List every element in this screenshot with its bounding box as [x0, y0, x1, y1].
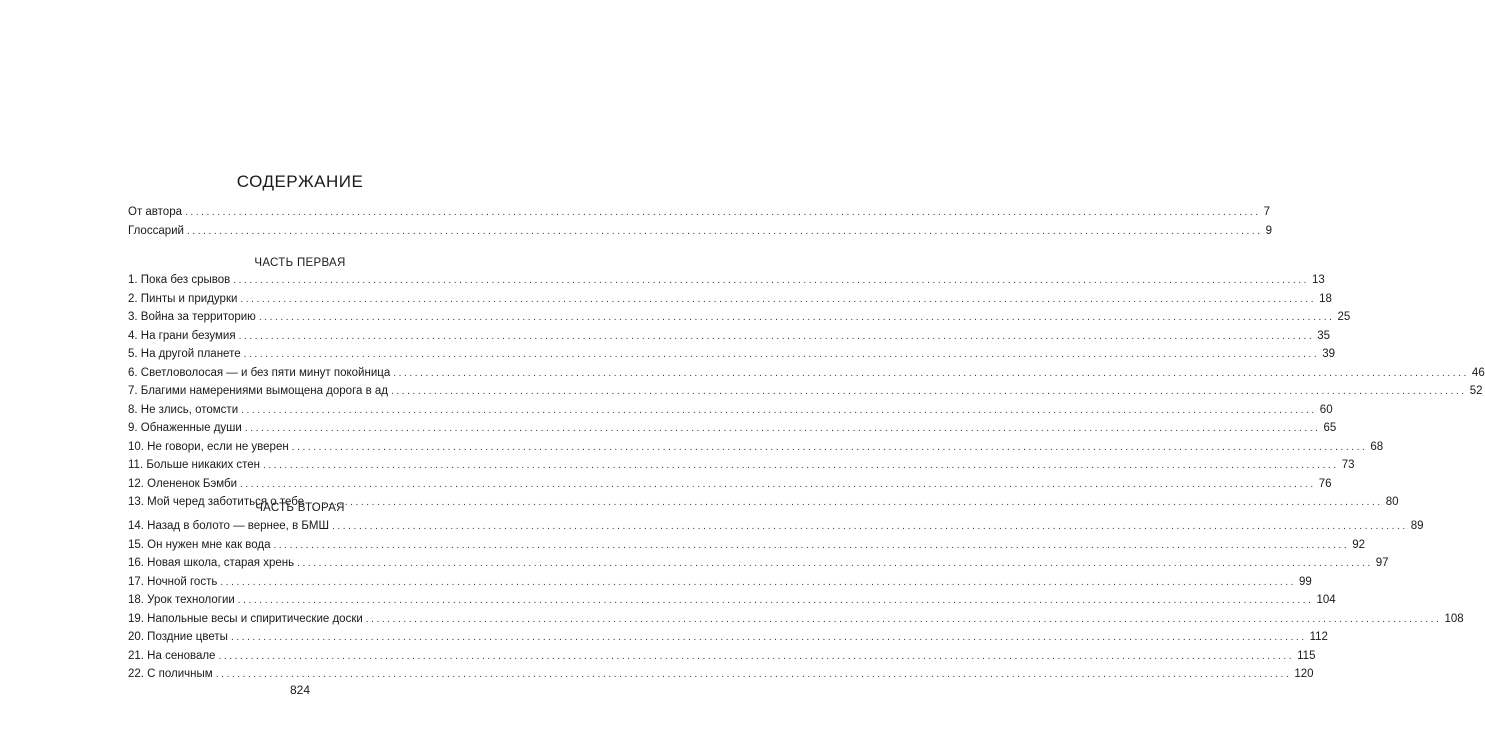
toc-entry: [128, 557, 1389, 576]
toc-entry-page: 65: [1323, 422, 1337, 434]
dot-leader: ........................................................................................................................................................................................................: [365, 613, 1442, 625]
toc-entry-title: 10. Не говори, если не уверен: [128, 440, 289, 453]
toc-entry-page: 35: [1317, 329, 1331, 342]
toc-entry-title: 9. Обнаженные души: [128, 422, 242, 434]
dot-leader: ........................................................................................................................................................................................................: [244, 423, 1321, 434]
toc-entry-title: 22. С поличным: [128, 668, 213, 680]
part-one-title: ЧАСТЬ ПЕРВАЯ: [254, 257, 346, 269]
toc-entry: [128, 594, 1336, 613]
dot-leader: ........................................................................................................................................................................................................: [391, 386, 1467, 397]
toc-entry: [128, 385, 1483, 404]
toc-entry-title: От автора: [128, 206, 182, 218]
toc-entry-title: 19. Напольные весы и спиритические доски: [128, 612, 363, 625]
toc-entry-title: 1. Пока без срывов: [128, 274, 231, 286]
toc-entry: [128, 348, 1336, 367]
toc-entry-page: 7: [1263, 206, 1271, 218]
toc-entry-page: 97: [1375, 557, 1389, 569]
toc-entry-page: 76: [1318, 477, 1332, 490]
toc-entry-title: 5. На другой планете: [128, 348, 241, 360]
toc-entry-title: 2. Пинты и придурки: [128, 292, 238, 305]
toc-entry-page: 68: [1370, 440, 1384, 453]
dot-leader: ........................................................................................................................................................................................................: [220, 576, 1297, 588]
toc-entry-title: 18. Урок технологии: [128, 594, 235, 606]
toc-entry-page: 13: [1311, 274, 1325, 286]
toc-entry-page: 25: [1337, 311, 1351, 323]
toc-entry: [128, 649, 1316, 669]
toc-entry: [128, 422, 1337, 441]
toc-entry-page: 92: [1352, 538, 1365, 551]
toc-front-matter: [128, 206, 1273, 243]
toc-entry-title: 8. Не злись, отомсти: [128, 403, 239, 416]
dot-leader: ........................................................................................................................................................................................................: [393, 367, 1469, 379]
toc-entry: [128, 292, 1332, 312]
dot-leader: ........................................................................................................................................................................................................: [233, 275, 1309, 286]
toc-entry-title: 4. На грани безумия: [128, 329, 236, 342]
dot-leader: ........................................................................................................................................................................................................: [307, 497, 1383, 508]
toc-entry-title: 20. Поздние цветы: [128, 631, 228, 643]
toc-entry: [128, 477, 1332, 497]
toc-entry: [128, 459, 1355, 478]
toc-entry-page: 108: [1444, 612, 1464, 625]
toc-entry-title: 6. Светловолосая — и без пяти минут покойница: [128, 366, 391, 379]
toc-entry: [128, 366, 1485, 386]
toc-entry: [128, 403, 1333, 423]
page-number: 824: [289, 683, 311, 697]
toc-entry: [128, 224, 1273, 244]
toc-entry: [128, 329, 1331, 349]
toc-entry-title: 11. Больше никаких стен: [128, 459, 261, 471]
toc-entry-page: 80: [1385, 496, 1399, 508]
toc-entry-page: 52: [1469, 385, 1483, 397]
dot-leader: ........................................................................................................................................................................................................: [258, 312, 1335, 323]
dot-leader: ........................................................................................................................................................................................................: [230, 632, 1307, 643]
dot-leader: ........................................................................................................................................................................................................: [186, 225, 1263, 237]
dot-leader: ........................................................................................................................................................................................................: [185, 207, 1261, 218]
toc-entry: [128, 520, 1424, 539]
toc-part-two: [128, 520, 1464, 687]
dot-leader: ........................................................................................................................................................................................................: [215, 669, 1292, 680]
toc-entry-page: 99: [1299, 575, 1312, 588]
dot-leader: ........................................................................................................................................................................................................: [263, 460, 1339, 471]
toc-entry-title: 15. Он нужен мне как вода: [128, 538, 271, 551]
toc-entry: [128, 311, 1351, 330]
toc-entry: [128, 440, 1384, 460]
toc-entry-title: 16. Новая школа, старая хрень: [128, 557, 295, 569]
toc-part-one: [128, 274, 1485, 515]
toc-entry-title: 14. Назад в болото — вернее, в БМШ: [128, 520, 330, 532]
toc-entry: [128, 612, 1464, 632]
toc-entry-page: 115: [1297, 649, 1316, 662]
page-title: СОДЕРЖАНИЕ: [236, 172, 364, 191]
toc-entry-title: 7. Благими намерениями вымощена дорога в ад: [128, 385, 389, 397]
dot-leader: ........................................................................................................................................................................................................: [241, 404, 1317, 416]
dot-leader: ........................................................................................................................................................................................................: [240, 478, 1316, 490]
dot-leader: ........................................................................................................................................................................................................: [291, 441, 1368, 453]
dot-leader: ........................................................................................................................................................................................................: [273, 539, 1350, 551]
part-two-title: ЧАСТЬ ВТОРАЯ: [255, 502, 345, 514]
toc-entry: [128, 538, 1365, 558]
toc-entry-page: 39: [1322, 348, 1336, 360]
toc-entry-page: 104: [1316, 594, 1336, 606]
toc-entry: [128, 206, 1271, 225]
toc-entry-page: 112: [1309, 631, 1328, 643]
toc-entry-page: 18: [1319, 292, 1332, 305]
dot-leader: ........................................................................................................................................................................................................: [297, 558, 1373, 569]
toc-entry-page: 89: [1410, 520, 1424, 532]
toc-entry-page: 120: [1294, 668, 1314, 680]
toc-entry-page: 60: [1319, 403, 1333, 416]
dot-leader: ........................................................................................................................................................................................................: [332, 521, 1408, 532]
toc-entry-title: 13. Мой черед заботиться о тебе: [128, 496, 305, 508]
toc-entry-page: 46: [1471, 366, 1485, 379]
toc-entry-title: 17. Ночной гость: [128, 575, 218, 588]
toc-entry-page: 9: [1265, 224, 1273, 237]
toc-entry: [128, 631, 1328, 650]
dot-leader: ........................................................................................................................................................................................................: [218, 650, 1295, 662]
toc-entry-title: Глоссарий: [128, 224, 184, 237]
dot-leader: ........................................................................................................................................................................................................: [240, 293, 1317, 305]
dot-leader: ........................................................................................................................................................................................................: [243, 349, 1320, 360]
toc-entry-page: 73: [1341, 459, 1355, 471]
toc-entry-title: 21. На сеновале: [128, 649, 216, 662]
dot-leader: ........................................................................................................................................................................................................: [238, 330, 1315, 342]
toc-entry: [128, 575, 1312, 595]
toc-entry-title: 3. Война за территорию: [128, 311, 256, 323]
toc-entry: [128, 274, 1325, 293]
toc-entry-title: 12. Олененок Бэмби: [128, 477, 238, 490]
dot-leader: ........................................................................................................................................................................................................: [237, 595, 1314, 606]
